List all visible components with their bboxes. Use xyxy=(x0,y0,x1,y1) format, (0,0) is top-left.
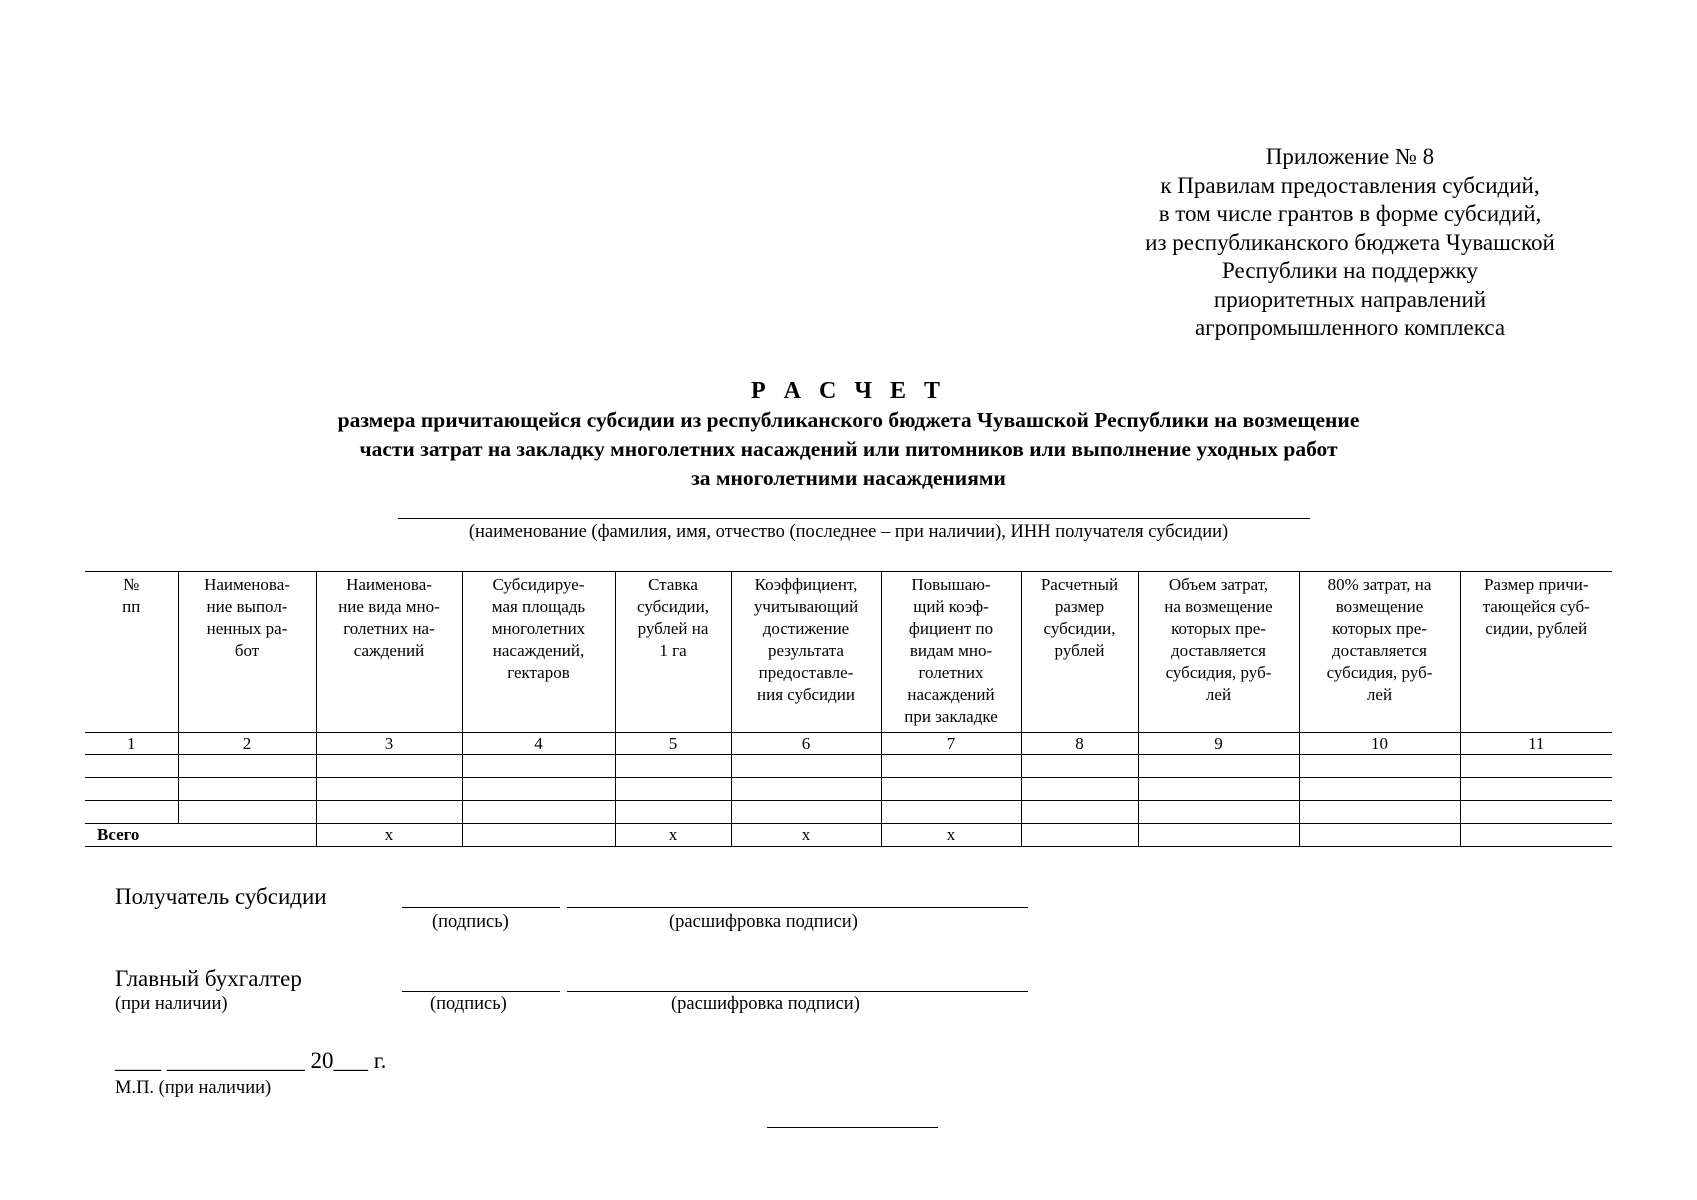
header-cell: Размер причи- тающейся суб- сидии, рублей xyxy=(1460,572,1612,733)
empty-cell[interactable] xyxy=(1021,801,1138,824)
appendix-line: из республиканского бюджета Чувашской xyxy=(1145,229,1555,255)
empty-cell[interactable] xyxy=(1460,801,1612,824)
column-number: 5 xyxy=(615,733,731,755)
total-cell: x xyxy=(316,824,462,847)
empty-cell[interactable] xyxy=(1138,778,1299,801)
table-row xyxy=(85,778,1612,801)
total-cell[interactable] xyxy=(1138,824,1299,847)
column-number-row xyxy=(85,733,1612,755)
column-number: 7 xyxy=(881,733,1021,755)
calculation-table xyxy=(85,571,1612,847)
header-cell: Коэффициент, учитывающий достижение результата предоставле- ния субсидии xyxy=(731,572,881,733)
empty-cell[interactable] xyxy=(85,778,178,801)
appendix-line: Республики на поддержку xyxy=(1222,258,1478,283)
empty-cell[interactable] xyxy=(85,755,178,778)
empty-cell[interactable] xyxy=(462,778,615,801)
header-cell: № пп xyxy=(85,572,178,733)
signature-caption: (подпись) xyxy=(432,912,509,932)
empty-cell[interactable] xyxy=(1138,801,1299,824)
recipient-signature-line[interactable] xyxy=(402,907,560,908)
appendix-line: Приложение № 8 xyxy=(1265,144,1435,169)
decode-caption: (расшифровка подписи) xyxy=(669,912,858,932)
total-cell: x xyxy=(731,824,881,847)
empty-cell[interactable] xyxy=(731,755,881,778)
empty-cell[interactable] xyxy=(178,778,316,801)
empty-cell[interactable] xyxy=(1460,755,1612,778)
appendix-line: приоритетных направлений xyxy=(1213,286,1487,312)
empty-cell[interactable] xyxy=(615,778,731,801)
column-number: 10 xyxy=(1299,733,1460,755)
decode-caption: (расшифровка подписи) xyxy=(671,994,860,1014)
appendix-header xyxy=(1095,143,1605,343)
document-title xyxy=(200,376,1497,493)
appendix-line: в том числе грантов в форме субсидий, xyxy=(1158,201,1542,226)
empty-cell[interactable] xyxy=(1299,778,1460,801)
title-line: части затрат на закладку многолетних насаждений или питомников или выполнение уходных работ xyxy=(359,437,1338,461)
empty-cell[interactable] xyxy=(1460,778,1612,801)
appendix-line: к Правилам предоставления субсидий, xyxy=(1160,172,1540,198)
empty-cell[interactable] xyxy=(881,778,1021,801)
total-label: Всего xyxy=(85,824,316,847)
empty-cell[interactable] xyxy=(316,778,462,801)
empty-cell[interactable] xyxy=(1299,755,1460,778)
accountant-note: (при наличии) xyxy=(115,994,228,1014)
recipient-caption: (наименование (фамилия, имя, отчество (последнее – при наличии), ИНН получателя субсидии) xyxy=(468,522,1229,542)
table-row xyxy=(85,801,1612,824)
empty-cell[interactable] xyxy=(615,801,731,824)
table-header-row xyxy=(85,572,1612,733)
empty-cell[interactable] xyxy=(881,755,1021,778)
column-number: 2 xyxy=(178,733,316,755)
accountant-label: Главный бухгалтер xyxy=(115,966,302,991)
header-cell: Повышаю- щий коэф- фициент по видам мно- голетних насаждений при закладке xyxy=(881,572,1021,733)
recipient-fill-line[interactable] xyxy=(398,518,1310,519)
header-cell: Объем затрат, на возмещение которых пре- доставляется субсидия, руб- лей xyxy=(1138,572,1299,733)
column-number: 3 xyxy=(316,733,462,755)
date-line[interactable]: ____ ____________ 20___ г. xyxy=(115,1048,387,1073)
header-cell: 80% затрат, на возмещение которых пре- доставляется субсидия, руб- лей xyxy=(1299,572,1460,733)
column-number: 8 xyxy=(1021,733,1138,755)
total-cell: x xyxy=(881,824,1021,847)
accountant-decode-line[interactable] xyxy=(567,991,1028,992)
total-row xyxy=(85,824,1612,847)
empty-cell[interactable] xyxy=(178,801,316,824)
empty-cell[interactable] xyxy=(316,755,462,778)
header-cell: Наименова- ние вида мно- голетних на- саждений xyxy=(316,572,462,733)
column-number: 1 xyxy=(85,733,178,755)
accountant-signature-line[interactable] xyxy=(402,991,560,992)
stamp-note: М.П. (при наличии) xyxy=(115,1078,272,1098)
table-row xyxy=(85,755,1612,778)
empty-cell[interactable] xyxy=(1021,755,1138,778)
empty-cell[interactable] xyxy=(731,801,881,824)
signature-caption: (подпись) xyxy=(430,994,507,1014)
column-number: 9 xyxy=(1138,733,1299,755)
header-cell: Ставка субсидии, рублей на 1 га xyxy=(615,572,731,733)
title-line: за многолетними насаждениями xyxy=(691,466,1006,490)
empty-cell[interactable] xyxy=(178,755,316,778)
footer-divider xyxy=(767,1127,938,1128)
column-number: 4 xyxy=(462,733,615,755)
empty-cell[interactable] xyxy=(85,801,178,824)
empty-cell[interactable] xyxy=(1021,778,1138,801)
recipient-decode-line[interactable] xyxy=(567,907,1028,908)
title-line: размера причитающейся субсидии из республиканского бюджета Чувашской Республики на возмещение xyxy=(337,408,1360,432)
total-cell[interactable] xyxy=(1299,824,1460,847)
appendix-line: агропромышленного комплекса xyxy=(1194,315,1506,340)
total-cell: x xyxy=(615,824,731,847)
column-number: 11 xyxy=(1460,733,1612,755)
empty-cell[interactable] xyxy=(462,801,615,824)
empty-cell[interactable] xyxy=(731,778,881,801)
column-number: 6 xyxy=(731,733,881,755)
empty-cell[interactable] xyxy=(316,801,462,824)
empty-cell[interactable] xyxy=(881,801,1021,824)
recipient-label: Получатель субсидии xyxy=(115,884,327,909)
header-cell: Расчетный размер субсидии, рублей xyxy=(1021,572,1138,733)
total-cell[interactable] xyxy=(1460,824,1612,847)
empty-cell[interactable] xyxy=(1299,801,1460,824)
empty-cell[interactable] xyxy=(1138,755,1299,778)
title-heading: Р А С Ч Е Т xyxy=(751,378,946,404)
total-cell[interactable] xyxy=(462,824,615,847)
header-cell: Субсидируе- мая площадь многолетних насаждений, гектаров xyxy=(462,572,615,733)
total-cell[interactable] xyxy=(1021,824,1138,847)
header-cell: Наименова- ние выпол- ненных ра- бот xyxy=(178,572,316,733)
empty-cell[interactable] xyxy=(615,755,731,778)
empty-cell[interactable] xyxy=(462,755,615,778)
